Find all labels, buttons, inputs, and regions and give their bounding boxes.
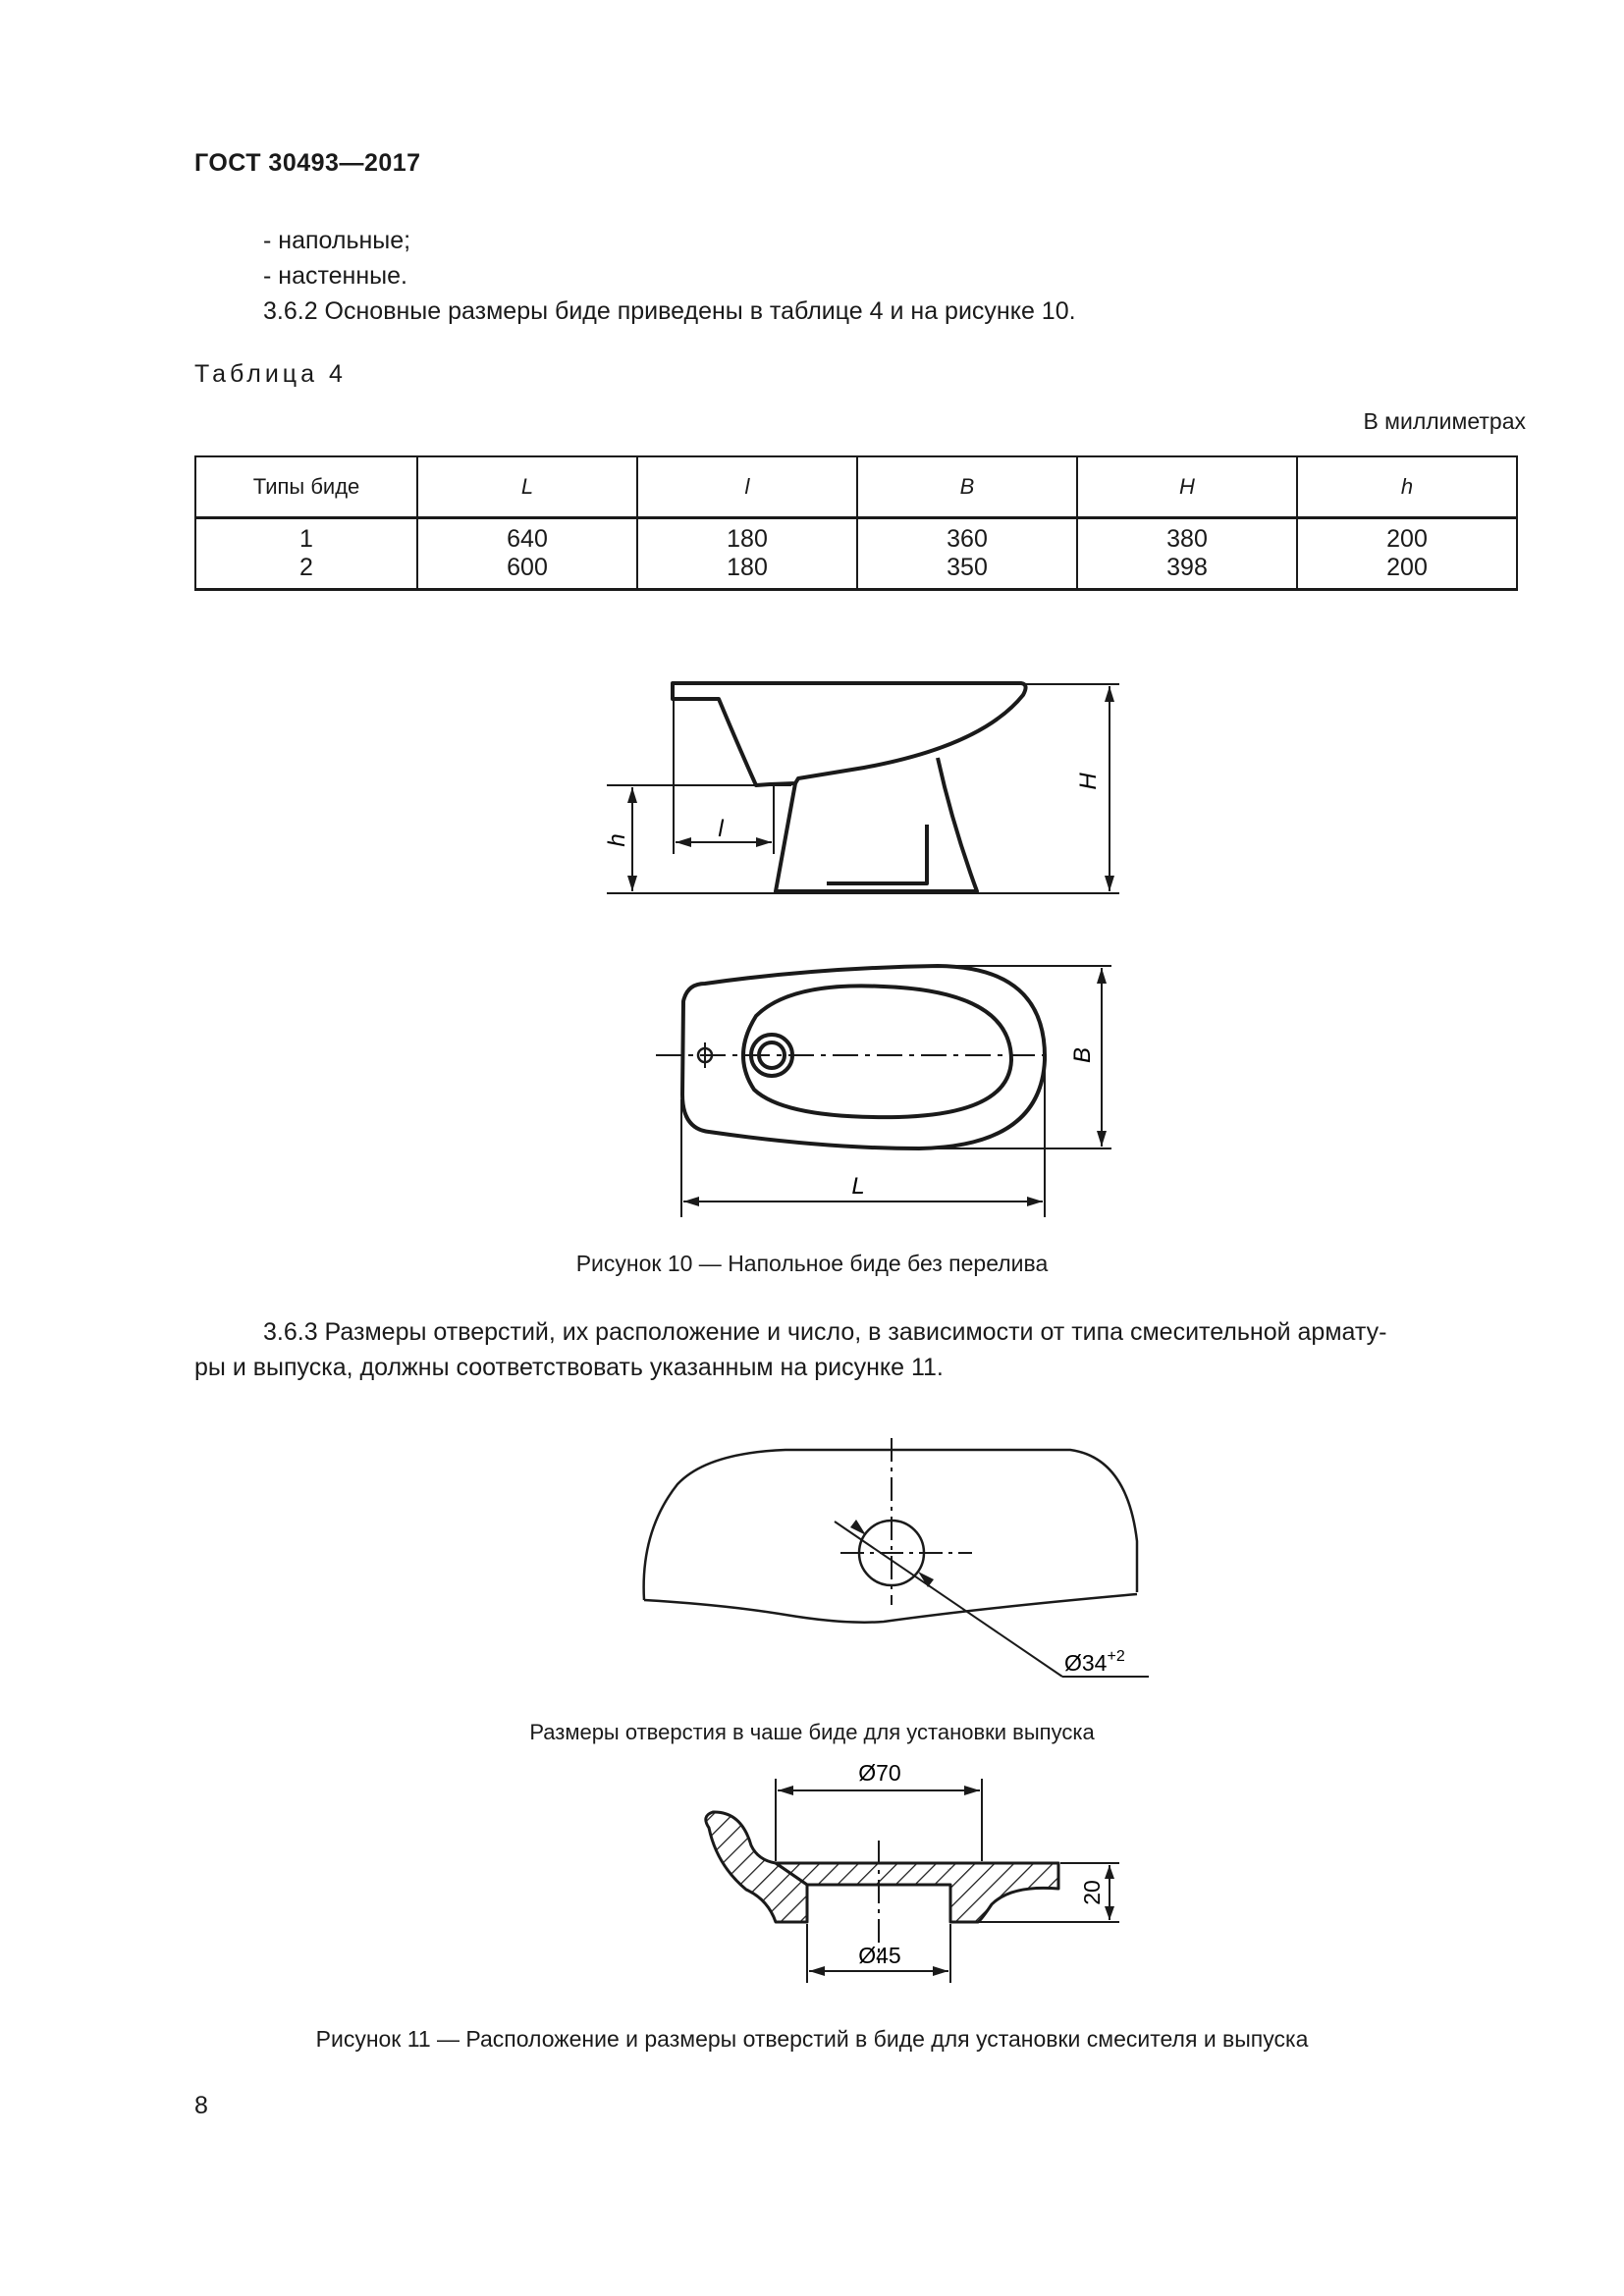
col-header-type: Типы биде [195, 456, 417, 518]
dimension-lines-top [681, 966, 1111, 1217]
col-header-B: B [857, 456, 1077, 518]
paragraph-3-6-2: 3.6.2 Основные размеры биде приведены в таблице 4 и на рисунке 10. [263, 297, 1076, 325]
hole-centerlines [835, 1438, 1149, 1677]
list-item-floor: - напольные; [263, 227, 411, 254]
bidet-top-outline [682, 966, 1045, 1148]
paragraph-3-6-3-line2: ры и выпуска, должны соответствовать указанным на рисунке 11. [194, 1354, 944, 1381]
page-number: 8 [194, 2092, 208, 2119]
label-L: L [851, 1173, 865, 1200]
table-cell: 350 [857, 554, 1077, 590]
table-cell: 600 [417, 554, 637, 590]
dimension-lines-side [607, 684, 1119, 893]
table-cell: 200 [1297, 518, 1517, 555]
table-cell: 380 [1077, 518, 1297, 555]
figure-11-bowl-hole [619, 1423, 1168, 1698]
table-cell: 180 [637, 554, 857, 590]
label-B: B [1069, 1046, 1096, 1064]
label-dia34 [1064, 1648, 1125, 1676]
label-l: l [718, 816, 724, 842]
figure-10-side-view [589, 667, 1139, 903]
figure-11-subcaption: Размеры отверстия в чаше биде для установки выпуска [529, 1720, 1095, 1744]
figure-11-section [687, 1757, 1159, 1993]
table-row [195, 554, 1517, 590]
table-units: В миллиметрах [1363, 408, 1526, 434]
figure-10-caption: Рисунок 10 — Напольное биде без перелива [575, 1251, 1049, 1276]
label-dia70: Ø70 [858, 1760, 901, 1786]
dia34-tolerance: +2 [1107, 1648, 1125, 1665]
col-header-l: l [637, 456, 857, 518]
table-row [195, 518, 1517, 555]
table-cell: 2 [195, 554, 417, 590]
col-header-L: L [417, 456, 637, 518]
table-cell: 200 [1297, 554, 1517, 590]
table-cell: 180 [637, 518, 857, 555]
bowl-outline [644, 1450, 1137, 1623]
section-outline [706, 1812, 1058, 1922]
table-cell: 360 [857, 518, 1077, 555]
label-h: h [604, 833, 630, 847]
col-header-H: H [1077, 456, 1297, 518]
document-header: ГОСТ 30493—2017 [194, 149, 421, 177]
table-cell: 640 [417, 518, 637, 555]
table-title: Таблица 4 [194, 360, 347, 388]
dimension-arrows-top [683, 968, 1107, 1206]
paragraph-3-6-3-line1: 3.6.3 Размеры отверстий, их расположение и число, в зависимости от типа смесительной армату- [263, 1318, 1387, 1346]
table-cell: 398 [1077, 554, 1297, 590]
table-cell: 1 [195, 518, 417, 555]
dia34-text: Ø34 [1064, 1650, 1108, 1676]
figure-10-top-view [628, 942, 1139, 1227]
table-header-row [195, 456, 1517, 518]
dimensions-table [194, 455, 1518, 591]
list-item-wall: - настенные. [263, 262, 407, 290]
label-dim20: 20 [1079, 1880, 1105, 1905]
centerline-top [656, 1042, 1053, 1068]
col-header-h: h [1297, 456, 1517, 518]
bidet-side-outline [673, 683, 1026, 891]
label-dia45: Ø45 [858, 1943, 901, 1968]
dimension-arrows-side [627, 686, 1114, 891]
label-H: H [1075, 773, 1102, 790]
figure-11-caption: Рисунок 11 — Расположение и размеры отверстий в биде для установки смесителя и выпуска [315, 2026, 1309, 2052]
